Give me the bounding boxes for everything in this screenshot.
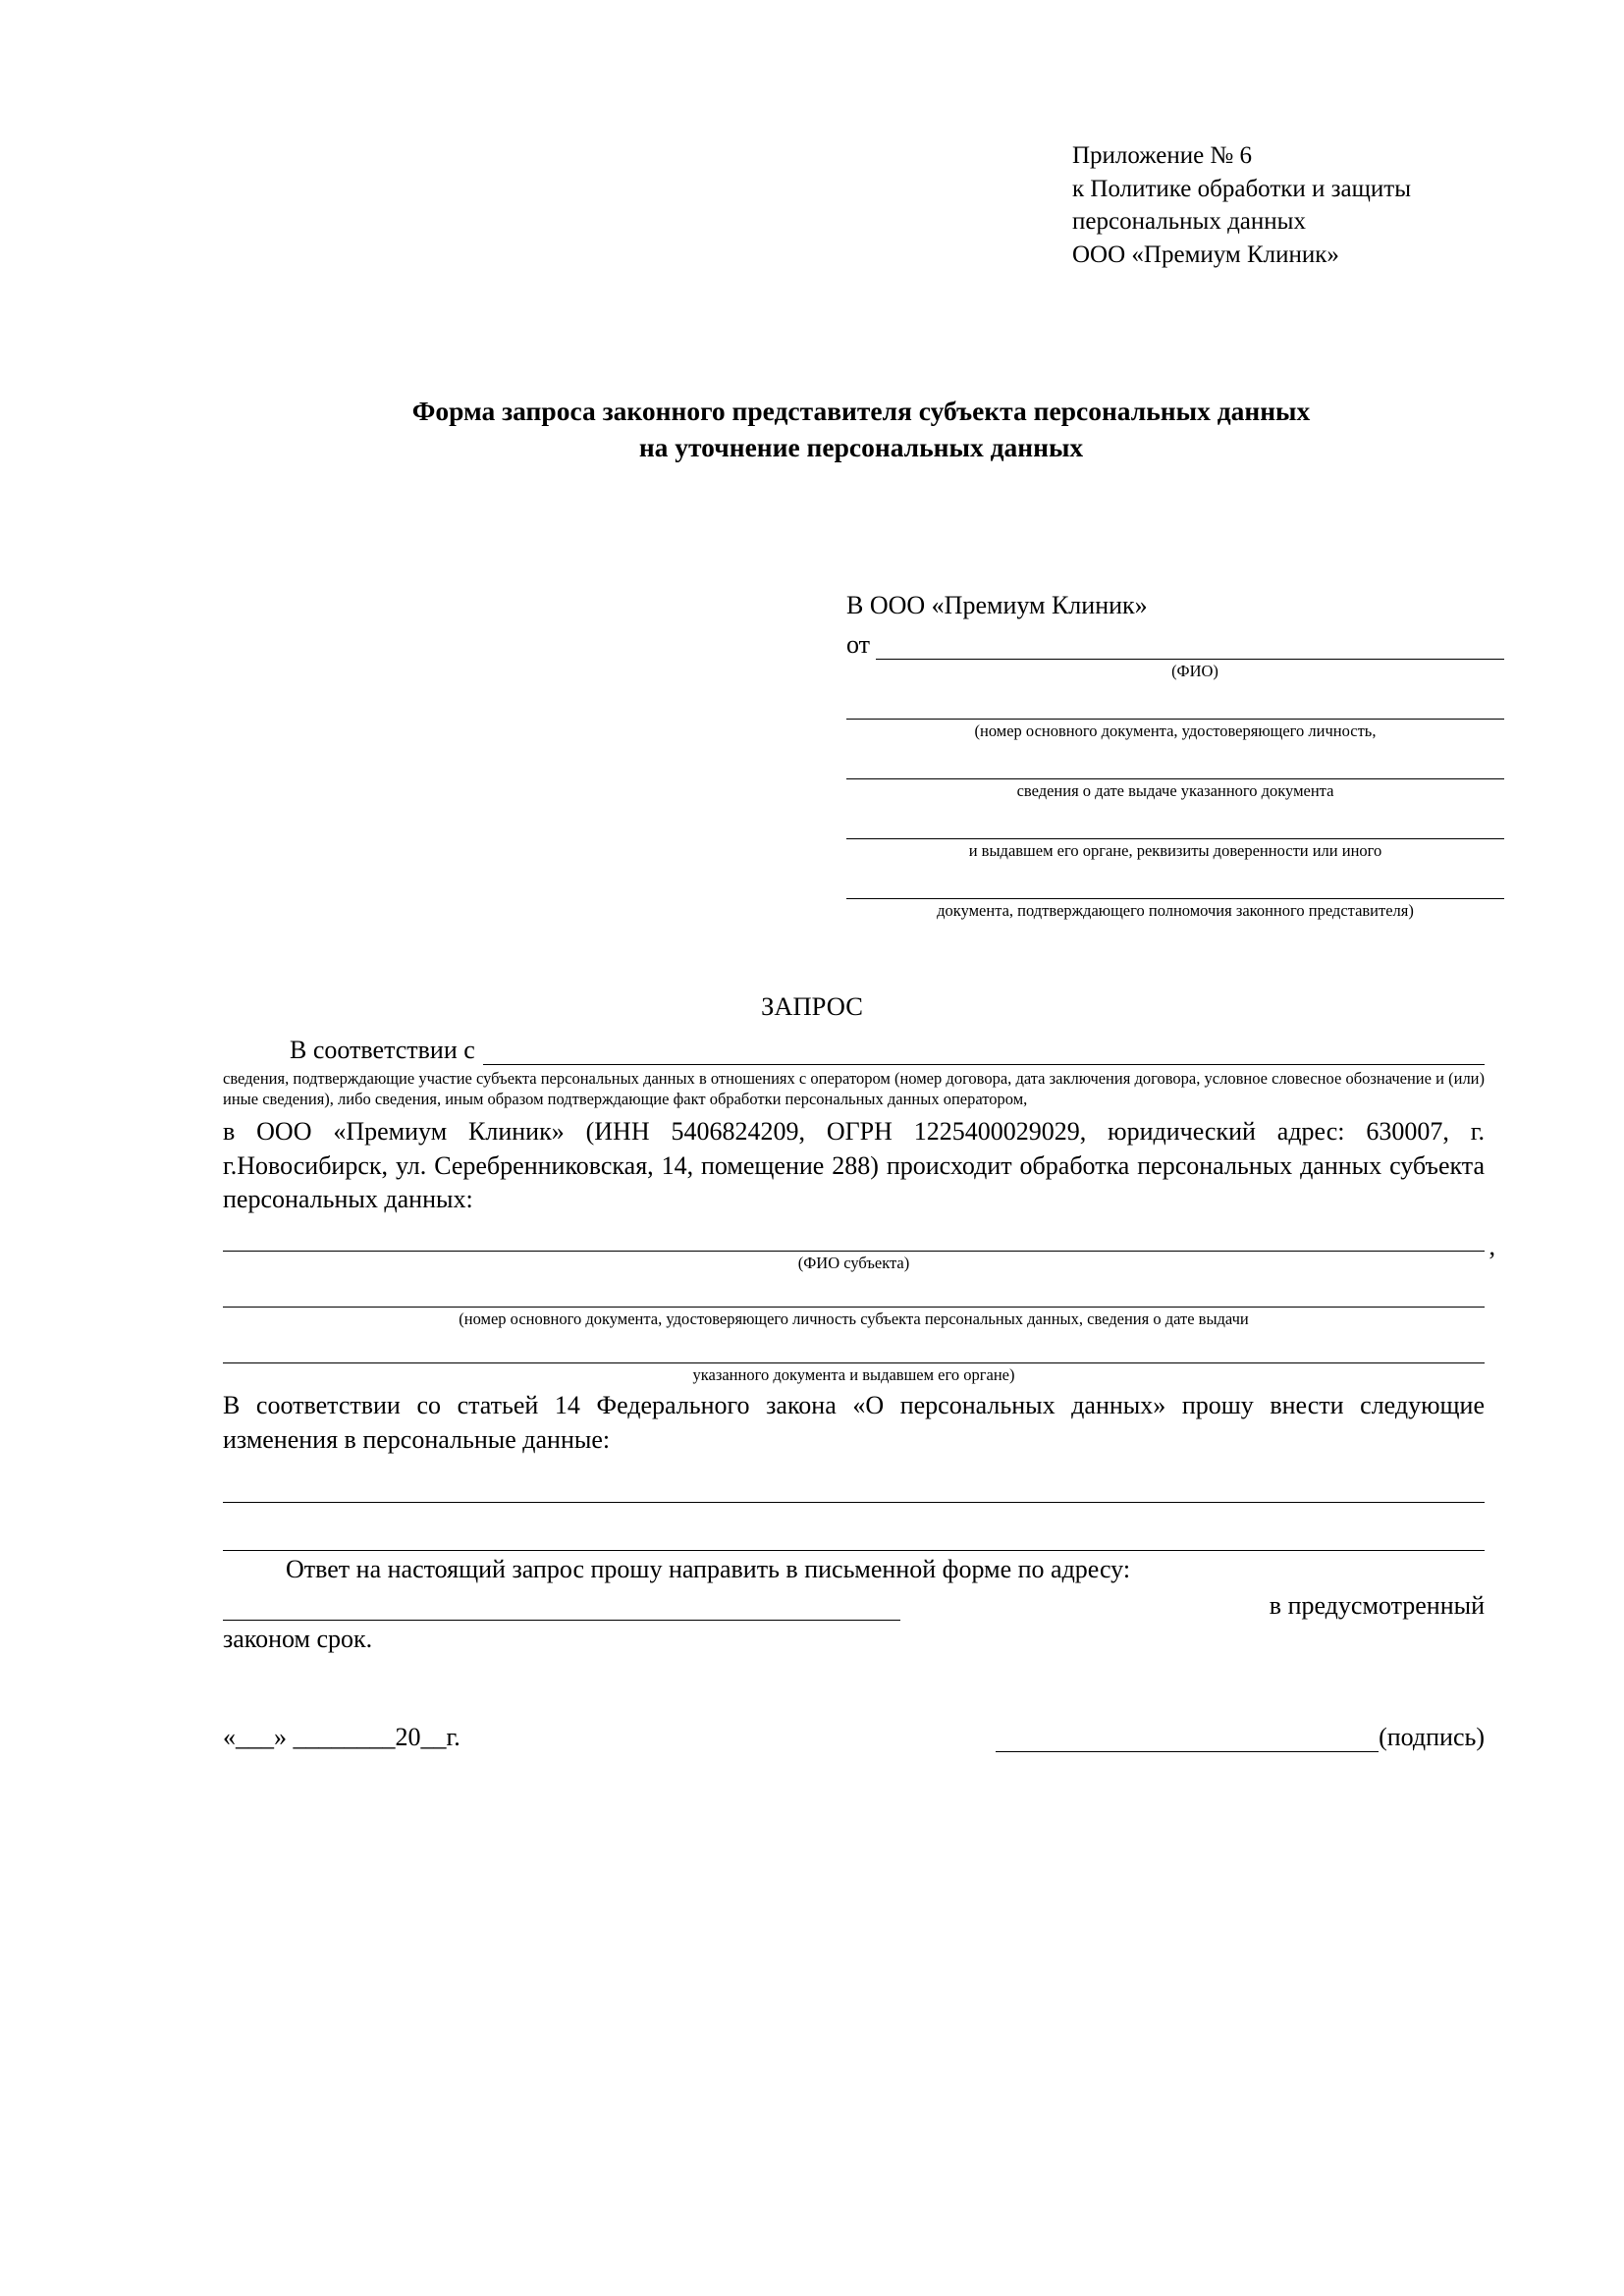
subject-doc-issuer-caption: указанного документа и выдавшем его органе) [692, 1364, 1015, 1384]
answer-paragraph-1: Ответ на настоящий запрос прошу направить в письменной форме по адресу: [286, 1555, 1131, 1584]
signature-row [223, 1723, 1485, 1752]
operator-paragraph: в ООО «Премиум Клиник» (ИНН 5406824209, ОГРН 1225400029029, юридический адрес: 630007, г. г.Новосибирск, ул. Серебренниковская, 14, помещение 288) происходит обработка персональных данных субъекта персональных данных: [223, 1117, 1485, 1214]
answer-address-input[interactable] [223, 1594, 900, 1621]
in-accordance-row [223, 1036, 1485, 1065]
subject-doc-issuer-input[interactable] [223, 1337, 1485, 1363]
in-accordance-input[interactable] [483, 1042, 1485, 1065]
in-accordance-note: сведения, подтверждающие участие субъекта персональных данных в отношениях с оператором (номер договора, дата заключения договора, условное словесное обозначение и (или) иные сведения), либо сведения, иным образом подтверждающие факт обработки персональных данных оператором, [223, 1069, 1485, 1109]
page-title-line-2: на уточнение персональных данных [638, 432, 1084, 463]
signature-block [996, 1723, 1485, 1752]
appendix-header [1072, 139, 1583, 271]
appendix-header-line-3: персональных данных [1072, 208, 1306, 235]
addressee-from-label: от [846, 630, 871, 659]
addressee-doc-number-input[interactable] [846, 697, 1504, 720]
appendix-header-line-4: ООО «Премиум Клиник» [1072, 240, 1339, 268]
addressee-from-row [846, 630, 1504, 660]
addressee-fio-input[interactable] [876, 637, 1504, 660]
request-heading: ЗАПРОС [761, 991, 863, 1021]
addressee-doc-power-caption: документа, подтверждающего полномочия законного представителя) [937, 901, 1414, 920]
answer-address-row [223, 1591, 1485, 1621]
signature-input[interactable] [996, 1730, 1379, 1752]
answer-paragraph-2: в предусмотренный [1269, 1590, 1485, 1620]
subject-doc-caption: (номер основного документа, удостоверяющего личность субъекта персональных данных, сведения о дате выдачи [459, 1308, 1249, 1328]
appendix-header-line-2: к Политике обработки и защиты [1072, 175, 1412, 202]
addressee-doc-power-input[interactable] [846, 877, 1504, 899]
addressee-block [846, 591, 1504, 921]
request-body [223, 1036, 1485, 1656]
page-title [223, 393, 1499, 466]
addressee-doc-issuer-caption: и выдавшем его органе, реквизиты доверенности или иного [968, 841, 1382, 860]
subject-doc-input[interactable] [223, 1281, 1485, 1308]
appendix-header-line-1: Приложение № 6 [1072, 142, 1253, 169]
subject-fio-caption: (ФИО субъекта) [797, 1253, 910, 1272]
article-paragraph: В соответствии со статьей 14 Федерального закона «О персональных данных» прошу внести следующие изменения в персональные данные: [223, 1390, 1485, 1454]
date-field[interactable]: «___» ________20__г. [223, 1723, 460, 1751]
page-title-line-1: Форма запроса законного представителя субъекта персональных данных [411, 396, 1311, 426]
signature-caption: (подпись) [1379, 1723, 1485, 1751]
subject-fio-input[interactable] [223, 1225, 1485, 1252]
addressee-doc-date-input[interactable] [846, 757, 1504, 779]
addressee-fio-caption: (ФИО) [1171, 662, 1218, 680]
addressee-doc-number-caption: (номер основного документа, удостоверяющего личность, [974, 721, 1377, 740]
addressee-organization: В ООО «Премиум Клиник» [846, 591, 1148, 619]
changes-input-line-2[interactable] [223, 1524, 1485, 1551]
in-accordance-label: В соответствии с [290, 1036, 475, 1064]
answer-paragraph-3: законом срок. [223, 1624, 373, 1653]
addressee-doc-date-caption: сведения о дате выдаче указанного документа [1016, 781, 1334, 800]
addressee-doc-issuer-input[interactable] [846, 817, 1504, 839]
changes-input-line-1[interactable] [223, 1476, 1485, 1503]
